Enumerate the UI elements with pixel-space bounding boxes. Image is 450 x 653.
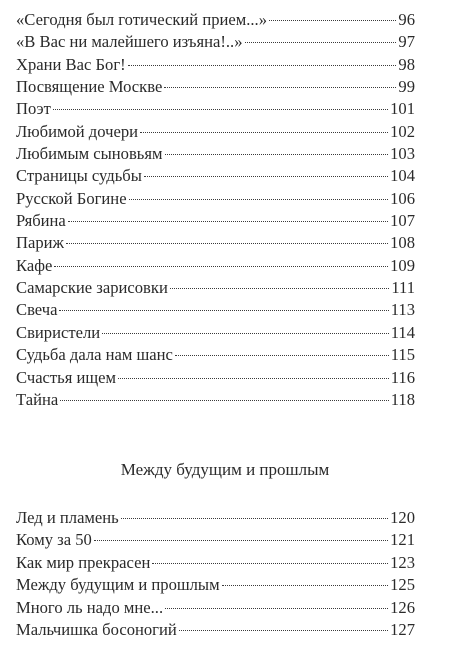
toc-entry <box>16 597 415 619</box>
toc-entry-title: Между будущим и прошлым <box>16 575 220 595</box>
toc-entry <box>16 322 415 344</box>
toc-entry-page: 114 <box>390 322 415 342</box>
toc-entry <box>16 255 415 277</box>
toc-entry-page: 123 <box>390 552 415 572</box>
dot-leader <box>102 333 389 334</box>
toc-entry-title: «Сегодня был готический прием...» <box>16 10 267 29</box>
dot-leader <box>59 310 388 311</box>
dot-leader <box>152 563 388 564</box>
toc-entry <box>16 529 415 551</box>
toc-entry-title: Лед и пламень <box>16 508 119 527</box>
toc-entry-page: 97 <box>398 32 415 52</box>
toc-entry-title: Храни Вас Бог! <box>16 54 126 74</box>
dot-leader <box>165 154 389 155</box>
dot-leader <box>175 355 389 356</box>
dot-leader <box>94 540 388 541</box>
toc-entry-page: 102 <box>390 121 415 141</box>
toc-entry-title: Тайна <box>16 389 59 409</box>
dot-leader <box>68 221 388 222</box>
dot-leader <box>118 378 389 379</box>
toc-entry-page: 99 <box>398 77 415 97</box>
toc-entry <box>16 344 415 366</box>
toc-entry-title: Мальчишка босоногий <box>16 619 177 639</box>
dot-leader <box>245 42 397 43</box>
toc-entry <box>16 98 415 120</box>
toc-entry-page: 109 <box>390 255 415 275</box>
toc-entry-page: 126 <box>390 597 415 617</box>
toc-entry <box>16 299 415 321</box>
toc-entry-page: 118 <box>390 389 415 409</box>
toc-entry-title: Страницы судьбы <box>16 166 142 186</box>
toc-list-part2 <box>16 507 415 641</box>
toc-entry <box>16 507 415 529</box>
toc-entry <box>16 188 415 210</box>
dot-leader <box>128 65 397 66</box>
toc-entry-title: Кому за 50 <box>16 530 92 550</box>
toc-list-part1 <box>16 9 415 411</box>
toc-entry-page: 107 <box>390 211 415 231</box>
toc-entry-title: Любимым сыновьям <box>16 144 163 164</box>
toc-entry-title: Счастья ищем <box>16 367 117 387</box>
toc-entry-page: 115 <box>390 345 415 365</box>
dot-leader <box>222 585 389 586</box>
dot-leader <box>129 199 389 200</box>
dot-leader <box>164 87 396 88</box>
dot-leader <box>165 608 388 609</box>
toc-entry-page: 96 <box>398 10 415 29</box>
toc-entry-title: Любимой дочери <box>16 121 138 141</box>
toc-entry-page: 120 <box>390 508 415 527</box>
toc-entry <box>16 277 415 299</box>
toc-entry-title: Как мир прекрасен <box>16 552 151 572</box>
toc-entry <box>16 210 415 232</box>
dot-leader <box>121 518 388 519</box>
dot-leader <box>66 243 388 244</box>
dot-leader <box>144 176 388 177</box>
toc-entry <box>16 389 415 411</box>
toc-entry-title: Свиристели <box>16 322 101 342</box>
dot-leader <box>170 288 389 289</box>
toc-entry-page: 125 <box>390 575 415 595</box>
toc-entry <box>16 31 415 53</box>
toc-entry-title: Париж <box>16 233 64 253</box>
toc-entry <box>16 574 415 596</box>
toc-entry-page: 104 <box>390 166 415 186</box>
toc-entry <box>16 232 415 254</box>
dot-leader <box>269 20 396 21</box>
dot-leader <box>140 132 388 133</box>
toc-entry-title: «В Вас ни малейшего изъяна!..» <box>16 32 243 52</box>
dot-leader <box>179 630 388 631</box>
toc-entry-title: Свеча <box>16 300 58 320</box>
toc-entry <box>16 165 415 187</box>
dot-leader <box>54 266 388 267</box>
toc-entry-page: 98 <box>398 54 415 74</box>
toc-entry <box>16 143 415 165</box>
toc-entry-page: 127 <box>390 619 415 639</box>
section-heading: Между будущим и прошлым <box>120 460 330 479</box>
toc-entry <box>16 9 415 31</box>
toc-entry-title: Русской Богине <box>16 188 127 208</box>
toc-entry-page: 111 <box>391 278 415 298</box>
toc-entry-title: Поэт <box>16 99 51 119</box>
toc-entry-page: 116 <box>390 367 415 387</box>
toc-entry <box>16 76 415 98</box>
toc-entry-title: Посвящение Москве <box>16 77 163 97</box>
toc-entry-page: 121 <box>390 530 415 550</box>
toc-entry <box>16 54 415 76</box>
toc-entry-page: 103 <box>390 144 415 164</box>
toc-entry-title: Рябина <box>16 211 66 231</box>
toc-entry-page: 108 <box>390 233 415 253</box>
toc-entry <box>16 367 415 389</box>
dot-leader <box>53 109 388 110</box>
toc-entry <box>16 619 415 641</box>
dot-leader <box>60 400 389 401</box>
toc-entry-title: Кафе <box>16 255 53 275</box>
toc-entry-page: 106 <box>390 188 415 208</box>
toc-entry-page: 113 <box>390 300 415 320</box>
toc-entry-title: Судьба дала нам шанс <box>16 345 173 365</box>
toc-entry <box>16 121 415 143</box>
toc-entry-page: 101 <box>390 99 415 119</box>
toc-entry-title: Самарские зарисовки <box>16 278 168 298</box>
toc-entry <box>16 552 415 574</box>
toc-entry-title: Много ль надо мне... <box>16 597 164 617</box>
